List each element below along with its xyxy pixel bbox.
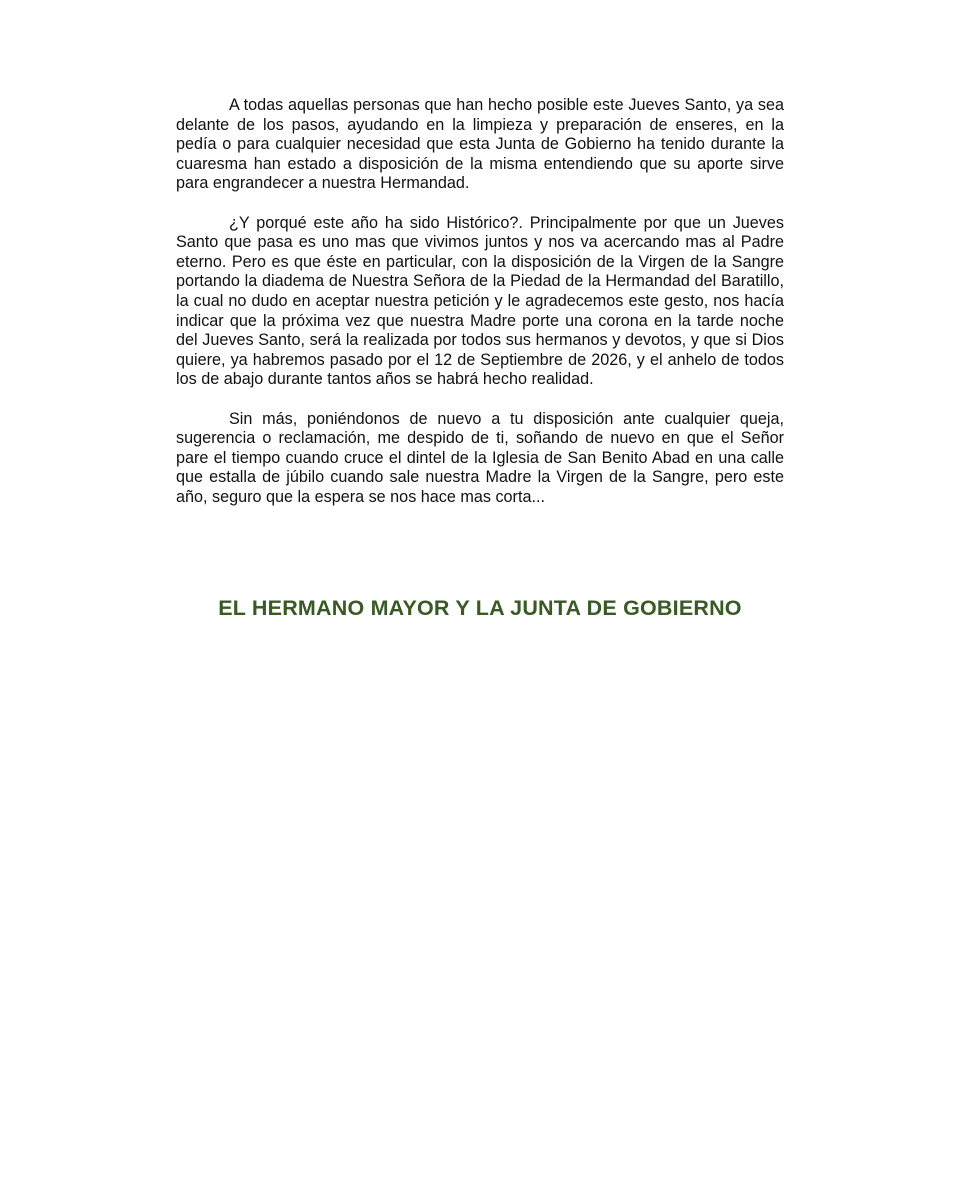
signature-heading: EL HERMANO MAYOR Y LA JUNTA DE GOBIERNO (218, 596, 742, 620)
letter-body (176, 96, 784, 527)
paragraph-farewell: Sin más, poniéndonos de nuevo a tu disposición ante cualquier queja, sugerencia o reclamación, me despido de ti, soñando de nuevo en que el Señor pare el tiempo cuando cruce el dintel de la Iglesia de San Benito Abad en una calle que estalla de júbilo cuando sale nuestra Madre la Virgen de la Sangre, pero este año, seguro que la espera se nos hace mas corta... (176, 409, 784, 506)
paragraph-thanks: A todas aquellas personas que han hecho posible este Jueves Santo, ya sea delante de los pasos, ayudando en la limpieza y preparación de enseres, en la pedía o para cualquier necesidad que esta Junta de Gobierno ha tenido durante la cuaresma han estado a disposición de la misma entendiendo que su aporte sirve para engrandecer a nuestra Hermandad. (176, 96, 784, 193)
paragraph-historic-year: ¿Y porqué este año ha sido Histórico?. Principalmente por que un Jueves Santo que pasa es uno mas que vivimos juntos y nos va acercando mas al Padre eterno. Pero es que éste en particular, con la disposición de la Virgen de la Sangre portando la diadema de Nuestra Señora de la Piedad de la Hermandad del Baratillo, la cual no dudo en aceptar nuestra petición y le agradecemos este gesto, nos hacía indicar que la próxima vez que nuestra Madre porte una corona en la tarde noche del Jueves Santo, será la realizada por todos sus hermanos y devotos, y que si Dios quiere, ya habremos pasado por el 12 de Septiembre de 2026, y el anhelo de todos los de abajo durante tantos años se habrá hecho realidad. (176, 213, 784, 389)
